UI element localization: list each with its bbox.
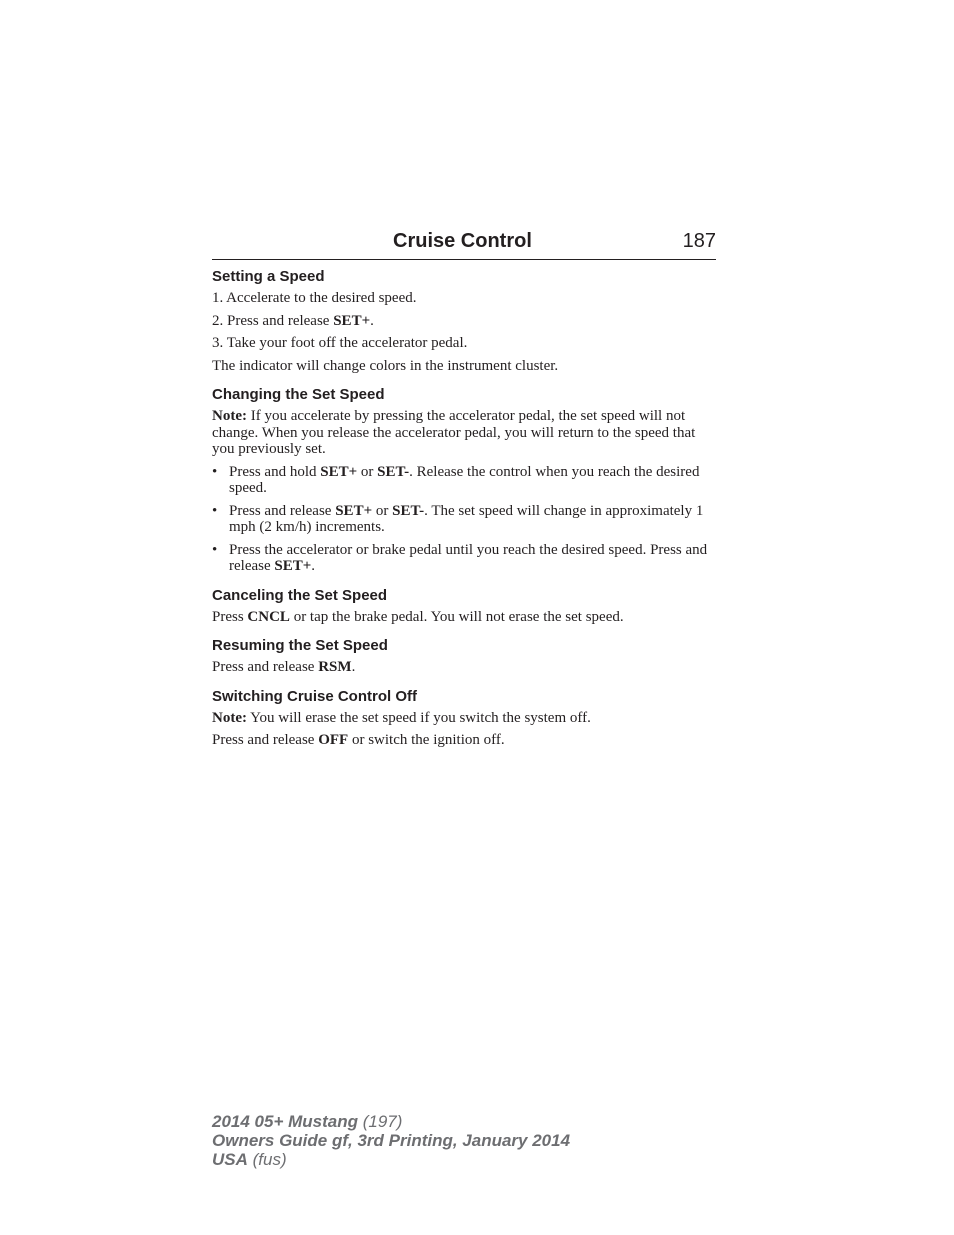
bullet-icon: •: [212, 541, 218, 558]
step-1: 1. Accelerate to the desired speed.: [212, 290, 417, 306]
switching-pre: Press and release: [212, 732, 319, 748]
footer-guide-info: Owners Guide gf, 3rd Printing, January 2014: [212, 1131, 571, 1150]
resuming-post: .: [351, 659, 356, 675]
bullet-text: Press and release: [229, 502, 336, 519]
steps-list: [212, 290, 716, 374]
bullet-text: or: [357, 463, 378, 480]
step-2: [212, 313, 716, 330]
canceling-text: [212, 609, 716, 626]
switching-post: or switch the ignition off.: [348, 732, 505, 748]
resuming-text: [212, 659, 716, 676]
note-text: If you accelerate by pressing the accelerator pedal, the set speed will not change. When you release the accelerator pedal, you will return to the speed that you previously set.: [212, 408, 696, 457]
heading-changing-speed: Changing the Set Speed: [212, 386, 385, 403]
bullet-control: SET-: [392, 502, 425, 519]
bullet-control: SET+: [320, 463, 358, 480]
bullet-icon: •: [212, 463, 218, 480]
footer-model: 2014 05+ Mustang: [212, 1112, 358, 1131]
bullet-text: Press the accelerator or brake pedal until you reach the desired speed. Press and release: [229, 541, 708, 574]
heading-canceling: Canceling the Set Speed: [212, 586, 388, 604]
cncl-control: CNCL: [247, 608, 290, 625]
heading-setting-speed: Setting a Speed: [212, 268, 325, 285]
bullet-control: SET+: [274, 558, 312, 574]
footer-market-code: (fus): [247, 1150, 287, 1169]
off-control: OFF: [318, 732, 349, 748]
bullet-control: SET-: [377, 463, 410, 480]
section-canceling: [212, 587, 716, 626]
footer-line-1: [212, 1112, 570, 1131]
canceling-post: or tap the brake pedal. You will not erase the set speed.: [289, 608, 624, 625]
page-footer: [212, 1112, 570, 1169]
bullet-text: . The set speed will change in approximately 1 mph (2 km/h) increments.: [229, 502, 704, 535]
rsm-control: RSM: [318, 659, 352, 675]
chapter-title: Cruise Control: [393, 230, 532, 252]
bullet-item: [212, 464, 716, 497]
section-changing-speed: [212, 386, 716, 575]
page-content: [212, 228, 716, 749]
step-3: 3. Take your foot off the accelerator pedal.: [212, 335, 468, 351]
changing-note: [212, 408, 716, 458]
footer-line-3: [212, 1150, 570, 1169]
note-text: You will erase the set speed if you switch the system off.: [246, 709, 591, 726]
footer-line-2: [212, 1131, 570, 1150]
bullet-item: [212, 503, 716, 536]
step-2-end: .: [370, 312, 374, 329]
note-label: Note:: [212, 408, 247, 424]
footer-market: USA: [212, 1150, 248, 1169]
bullet-text: or: [372, 502, 393, 519]
resuming-pre: Press and release: [212, 659, 319, 675]
changing-bullets: [212, 464, 716, 575]
page-header: [212, 228, 716, 260]
step-2-control: SET+: [333, 312, 371, 329]
switching-note: [212, 710, 716, 727]
heading-resuming: Resuming the Set Speed: [212, 637, 388, 654]
bullet-icon: •: [212, 502, 218, 519]
bullet-item: [212, 542, 716, 575]
page-number: 187: [682, 230, 716, 252]
heading-switching-off: Switching Cruise Control Off: [212, 687, 417, 705]
bullet-text: Press and hold: [229, 463, 321, 480]
canceling-pre: Press: [212, 608, 248, 625]
step-2-text: 2. Press and release: [212, 312, 334, 329]
note-label: Note:: [212, 709, 247, 726]
indicator-text: The indicator will change colors in the instrument cluster.: [212, 357, 559, 374]
switching-text: [212, 732, 716, 749]
bullet-text: .: [311, 558, 316, 574]
section-resuming: [212, 637, 716, 676]
bullet-control: SET+: [335, 502, 373, 519]
footer-page-ref: (197): [358, 1112, 403, 1131]
section-setting-speed: [212, 268, 716, 374]
bullet-text: . Release the control when you reach the desired speed.: [229, 463, 700, 496]
section-switching-off: [212, 688, 716, 749]
